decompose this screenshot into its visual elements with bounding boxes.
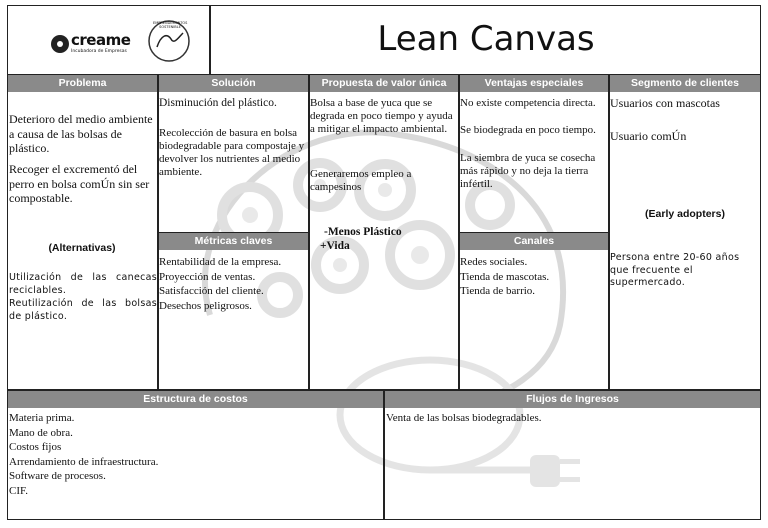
costos-header: Estructura de costos: [8, 391, 383, 408]
costo-item: Materia prima.: [9, 412, 75, 424]
metrica-1: Rentabilidad de la empresa.: [159, 256, 282, 268]
metrica-4: Desechos peligrosos.: [159, 299, 252, 312]
early-adopters-label: (Early adopters): [645, 208, 725, 220]
divider: [209, 5, 211, 75]
problema-text-2: Recoger el excrementó del perro en bolsa comÚn sin ser compostable.: [9, 162, 150, 205]
divider: [383, 389, 385, 520]
page-title: Lean Canvas: [377, 19, 595, 59]
problema-text-1: Deterioro del medio ambiente a causa de las bolsas de plástico.: [9, 112, 153, 155]
metricas-header: Métricas claves: [159, 233, 308, 250]
ingreso-1: Venta de las bolsas biodegradables.: [386, 412, 542, 424]
ventajas-line-3: La siembra de yuca se cosecha más rápido y no deja la tierra infértil.: [460, 152, 596, 190]
ingresos-header: Flujos de Ingresos: [385, 391, 760, 408]
alternativa-2: Reutilización de las bolsas de plástico.: [9, 298, 157, 322]
alternativa-1: Utilización de las canecas reciclables.: [9, 272, 157, 296]
solucion-text-1: Disminución del plástico.: [159, 97, 277, 109]
canales-header: Canales: [460, 233, 608, 250]
propuesta-bullet-1: -Menos Plástico: [324, 226, 402, 238]
propuesta-bullet-2: +Vida: [320, 240, 350, 252]
metrica-3: Satisfacción del cliente.: [159, 285, 264, 297]
propuesta-text-1: Bolsa a base de yuca que se degrada en poco tiempo y ayuda a mitigar el impacto ambiental.: [310, 97, 453, 135]
logo-area: [9, 7, 209, 73]
costo-item: Software de procesos.: [9, 470, 106, 482]
costo-item: CIF.: [9, 484, 28, 497]
segmento-line-1: Usuarios con mascotas: [610, 96, 720, 110]
ventajas-line-1: No existe competencia directa.: [460, 97, 596, 109]
canal-2: Tienda de mascotas.: [460, 270, 550, 283]
early-adopters-text: Persona entre 20-60 años que frecuente el supermercado.: [610, 252, 740, 288]
solucion-header: Solución: [159, 75, 308, 92]
segmento-header: Segmento de clientes: [610, 75, 760, 92]
costo-item: Costos fijos: [9, 441, 62, 453]
costo-item: Mano de obra.: [9, 426, 73, 439]
ventajas-line-2: Se biodegrada en poco tiempo.: [460, 124, 596, 136]
canal-1: Redes sociales.: [460, 256, 528, 268]
brand-name: creame: [71, 31, 131, 49]
propuesta-text-2: Generaremos empleo a campesinos: [310, 168, 412, 193]
brand-tagline: Incubadora de Empresas: [71, 49, 127, 54]
segmento-line-2: Usuario comÚn: [610, 129, 687, 143]
costo-item: Arrendamiento de infraestructura.: [9, 455, 159, 468]
propuesta-header: Propuesta de valor única: [310, 75, 458, 92]
metrica-2: Proyección de ventas.: [159, 270, 256, 283]
problema-header: Problema: [8, 75, 157, 92]
seal-text: EMPRENDIMIENTOS SOSTENIBLE: [153, 21, 188, 29]
alternativas-label: (Alternativas): [48, 242, 116, 254]
solucion-text-2: Recolección de basura en bolsa biodegradable para compostaje y devolver los nutrientes al medio ambiente.: [159, 127, 305, 178]
canal-3: Tienda de barrio.: [460, 285, 536, 297]
ventajas-header: Ventajas especiales: [460, 75, 608, 92]
